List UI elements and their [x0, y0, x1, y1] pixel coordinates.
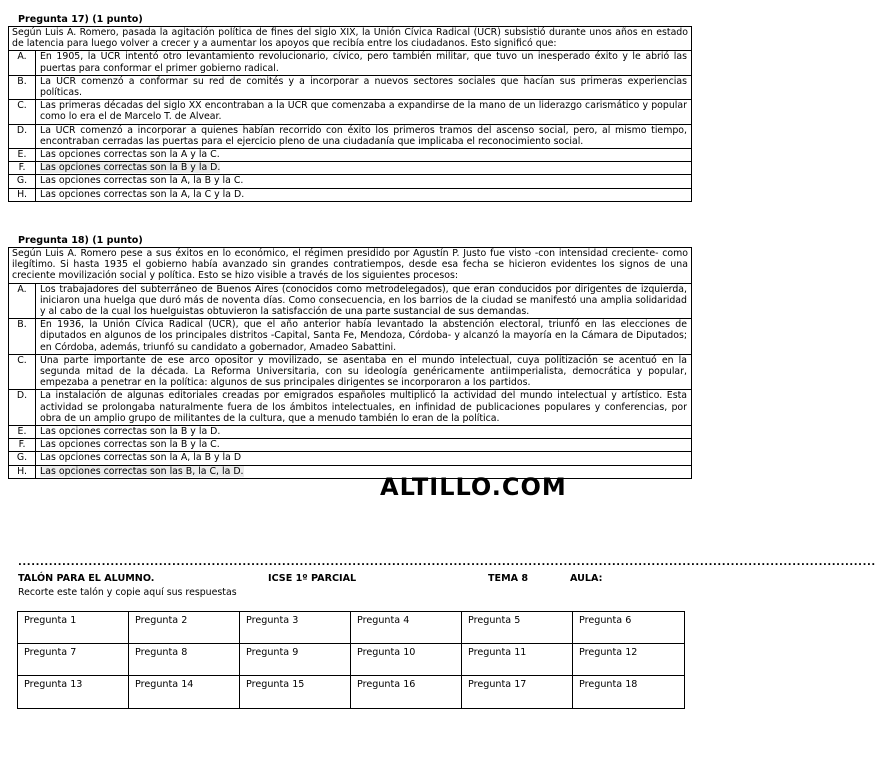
option-text: Las opciones correctas son la B y la D. — [40, 426, 221, 438]
option-letter: F. — [9, 439, 36, 451]
answer-cell[interactable]: Pregunta 6 — [573, 612, 684, 644]
talon-header — [18, 573, 603, 585]
option-d — [9, 125, 691, 149]
option-text: Las opciones correctas son la A, la B y la D — [40, 452, 242, 464]
highlighted-answer: Las opciones correctas son las B, la C, la D. — [40, 465, 244, 477]
option-f — [9, 162, 691, 175]
option-letter: E. — [9, 426, 36, 438]
option-c — [9, 355, 691, 391]
option-g — [9, 175, 691, 188]
option-g — [9, 452, 691, 465]
option-text: Los trabajadores del subterráneo de Buenos Aires (conocidos como metrodelegados), que eran conducidos por dirigentes de izquierda, iniciaron una huelga que duró más de noventa días. Como consecuencia, en los barrios de la ciudad se manifestó una amplia solidaridad y al cabo de la cual los huelguistas obtuvieron la satisfacción de una parte sustancial de sus demandas. — [40, 283, 687, 318]
option-text: Las opciones correctas son la B y la C. — [40, 439, 220, 451]
answer-cell[interactable]: Pregunta 18 — [579, 679, 638, 690]
option-letter: B. — [9, 319, 36, 354]
option-e — [9, 426, 691, 439]
option-letter: D. — [9, 390, 36, 425]
option-text: Las opciones correctas son la A, la B y la C. — [40, 175, 244, 187]
option-letter: C. — [9, 355, 36, 390]
option-letter: E. — [9, 149, 36, 161]
option-letter: G. — [9, 175, 36, 187]
option-letter: H. — [9, 466, 36, 478]
answer-grid — [17, 611, 685, 709]
answer-cell[interactable]: Pregunta 16 — [351, 676, 462, 708]
answer-cell[interactable]: Pregunta 3 — [240, 612, 351, 644]
option-letter: A. — [9, 51, 36, 74]
question-table — [8, 247, 692, 479]
option-a — [9, 284, 691, 320]
answer-cell[interactable]: Pregunta 4 — [351, 612, 462, 644]
option-c — [9, 100, 691, 124]
option-b — [9, 319, 691, 355]
question-17 — [8, 14, 692, 202]
option-text: La UCR comenzó a incorporar a quienes habían recorrido con éxito los primeros tramos del ascenso social, pero, al mismo tiempo, encontraban cerradas las puertas para el ejercicio pleno de una ciudadanía que implicaba el reconocimiento social. — [40, 124, 687, 147]
answer-cell[interactable]: Pregunta 12 — [573, 644, 684, 676]
answer-cell[interactable]: Pregunta 14 — [129, 676, 240, 708]
answer-cell[interactable]: Pregunta 2 — [129, 612, 240, 644]
answer-cell[interactable]: Pregunta 7 — [18, 644, 129, 676]
option-text: Las primeras décadas del siglo XX encontraban a la UCR que comenzaba a expandirse de la mano de un liderazgo carismático y popular como lo era el de Marcelo T. de Alvear. — [40, 100, 687, 123]
answer-cell[interactable]: Pregunta 9 — [240, 644, 351, 676]
option-text — [36, 466, 691, 478]
exam-name: ICSE 1º PARCIAL — [268, 573, 357, 584]
question-stem: Según Luis A. Romero, pasada la agitación política de fines del siglo XIX, la Unión Cívica Radical (UCR) subsistió durante unos años en estado de latencia para luego volver a crecer y a aumentar los apoyos que recibía entre los ciudadanos. Esto significó que: — [9, 27, 691, 51]
talon-label: TALÓN PARA EL ALUMNO. — [18, 573, 155, 584]
cut-line: ................................................................................................................................................................................................... — [18, 557, 876, 568]
option-text: La instalación de algunas editoriales creadas por emigrados españoles multiplicó la actividad del mundo intelectual y artístico. Esta actividad se prolongaba naturalmente fuera de los ámbitos intelectuales, en infinidad de publicaciones populares y conferencias, por obra de un amplio grupo de militantes de la cultura, que a menudo también lo eran de la política. — [40, 390, 687, 424]
option-b — [9, 76, 691, 100]
option-letter: B. — [9, 76, 36, 99]
answer-cell[interactable]: Pregunta 5 — [462, 612, 573, 644]
option-letter: C. — [9, 100, 36, 123]
option-d — [9, 390, 691, 426]
option-letter: A. — [9, 284, 36, 319]
option-text: En 1936, la Unión Cívica Radical (UCR), que el año anterior había levantado la abstención electoral, triunfó en las elecciones de diputados en algunos de los principales distritos -Capital, Santa Fe, Mendoza, Córdoba- y alcanzó la mayoría en la Cámara de Diputados; en Córdoba, además, triunfó su candidato a gobernador, Amadeo Sabattini. — [40, 319, 687, 353]
watermark: ALTILLO.COM — [380, 473, 567, 501]
option-letter: H. — [9, 189, 36, 201]
answer-cell[interactable]: Pregunta 17 — [462, 676, 573, 708]
option-text: Las opciones correctas son la A, la C y la D. — [40, 188, 245, 200]
answer-cell[interactable]: Pregunta 8 — [129, 644, 240, 676]
aula-label: AULA: — [570, 573, 603, 584]
answer-cell[interactable]: Pregunta 13 — [18, 676, 129, 708]
question-18 — [8, 235, 692, 479]
question-stem: Según Luis A. Romero pese a sus éxitos en lo económico, el régimen presidido por Agustín P. Justo fue visto -con intensidad creciente- como ilegítimo. Si hasta 1935 el gobierno había avanzado sin grandes contratiempos, desde esa fecha se hicieron evidentes los signos de una creciente movilización social y política. Esto se hizo visible a través de los siguientes procesos: — [9, 248, 691, 284]
highlighted-answer: Las opciones correctas son la B y la D. — [40, 162, 221, 174]
answer-cell[interactable]: Pregunta 1 — [18, 612, 129, 644]
option-text: Las opciones correctas son la A y la C. — [40, 149, 220, 161]
option-text — [36, 162, 691, 174]
option-text: La UCR comenzó a conformar su red de comités y a incorporar a nuevos sectores sociales que hacían sus primeras experiencias políticas. — [40, 75, 687, 99]
question-table — [8, 26, 692, 202]
option-h — [9, 466, 691, 478]
talon-instruction: Recorte este talón y copie aquí sus respuestas — [18, 587, 237, 598]
option-letter: D. — [9, 125, 36, 148]
option-text: Una parte importante de ese arco opositor y movilizado, se asentaba en el mundo intelectual, cuya politización se acentuó en la segunda mitad de la década. La Reforma Universitaria, con su ideología genéricamente antiimperialista, democrática y popular, empezaba a penetrar en la política: algunos de sus principales dirigentes se incorporaron a los partidos. — [40, 354, 687, 389]
option-a — [9, 51, 691, 75]
option-f — [9, 439, 691, 452]
tema-label: TEMA 8 — [488, 573, 529, 584]
option-h — [9, 189, 691, 201]
option-letter: G. — [9, 452, 36, 464]
question-title: Pregunta 18) (1 punto) — [18, 235, 143, 246]
option-e — [9, 149, 691, 162]
option-letter: F. — [9, 162, 36, 174]
answer-cell[interactable]: Pregunta 10 — [351, 644, 462, 676]
answer-cell[interactable]: Pregunta 15 — [240, 676, 351, 708]
question-title: Pregunta 17) (1 punto) — [18, 14, 143, 25]
answer-cell[interactable]: Pregunta 11 — [462, 644, 573, 676]
option-text: En 1905, la UCR intentó otro levantamiento revolucionario, cívico, pero también militar, que tuvo un inesperado éxito y le abrió las puertas para conformar el primer gobierno radical. — [40, 51, 687, 74]
